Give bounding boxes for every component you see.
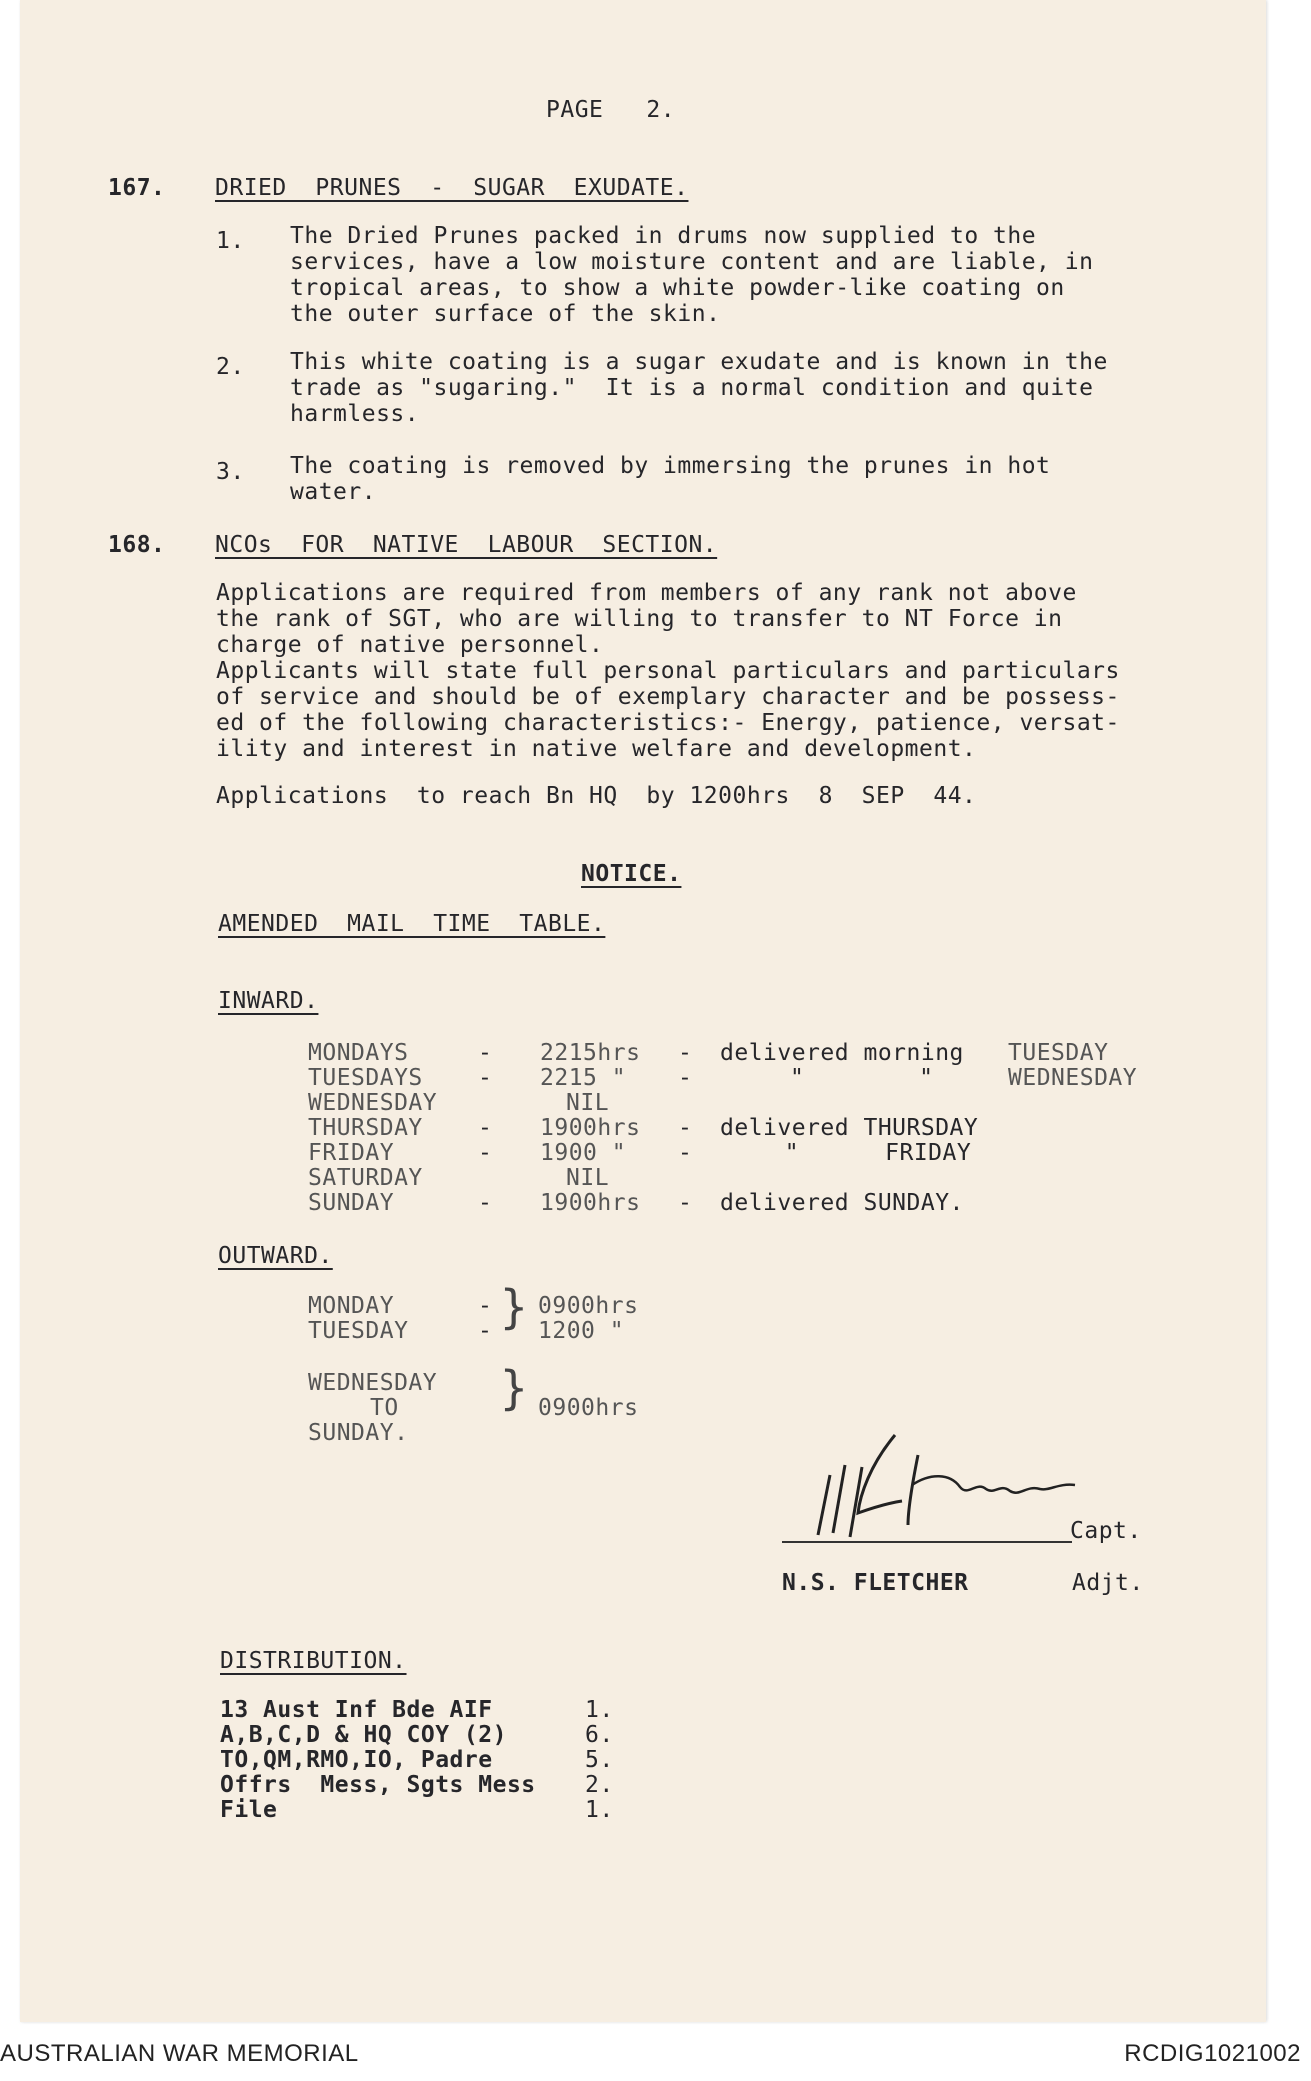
- inward-day: SATURDAY: [308, 1165, 423, 1191]
- text-line: The Dried Prunes packed in drums now supplied to the: [290, 223, 1037, 249]
- text-line: tropical areas, to show a white powder-like coating on: [290, 275, 1065, 301]
- outward-range-time: 0900hrs: [538, 1395, 639, 1421]
- text-line: the outer surface of the skin.: [290, 301, 721, 327]
- inward-dash: -: [478, 1040, 493, 1066]
- item-167-para-1-num: 1.: [216, 228, 245, 254]
- inward-dash: -: [478, 1115, 493, 1141]
- distribution-copies: 1.: [585, 1697, 614, 1723]
- inward-dash: -: [678, 1115, 693, 1141]
- item-167-title: DRIED PRUNES - SUGAR EXUDATE.: [215, 175, 689, 201]
- text-line: charge of native personnel.: [216, 632, 604, 658]
- distribution-title: DISTRIBUTION.: [220, 1648, 407, 1674]
- inward-time: NIL: [566, 1165, 610, 1191]
- distribution-copies: 5.: [585, 1747, 614, 1773]
- inward-day: FRIDAY: [308, 1140, 395, 1166]
- item-168-body: [216, 580, 1120, 762]
- text-line: services, have a low moisture content and are liable, in: [290, 249, 1094, 275]
- outward-label: OUTWARD.: [218, 1243, 333, 1269]
- text-line: water.: [290, 479, 377, 505]
- distribution-recipient: File: [220, 1797, 278, 1823]
- text-line: Applications are required from members of any rank not above: [216, 580, 1077, 606]
- distribution-copies: 1.: [585, 1797, 614, 1823]
- inward-note-day: WEDNESDAY: [1008, 1065, 1138, 1091]
- outward-day: TUESDAY: [308, 1318, 409, 1344]
- inward-time: 2215hrs: [540, 1040, 641, 1066]
- inward-time: 2215 ": [540, 1065, 627, 1091]
- inward-dash: -: [478, 1140, 493, 1166]
- outward-dash: -: [478, 1318, 493, 1344]
- text-line: The coating is removed by immersing the prunes in hot: [290, 453, 1051, 479]
- distribution-recipient: 13 Aust Inf Bde AIF: [220, 1697, 493, 1723]
- item-168-title: NCOs FOR NATIVE LABOUR SECTION.: [215, 532, 718, 558]
- inward-time: 1900 ": [540, 1140, 627, 1166]
- inward-note: delivered SUNDAY.: [720, 1190, 964, 1216]
- inward-dash: -: [478, 1190, 493, 1216]
- inward-day: MONDAYS: [308, 1040, 409, 1066]
- item-167-number: 167.: [108, 175, 166, 201]
- outward-range-to: SUNDAY.: [308, 1420, 409, 1446]
- text-line: This white coating is a sugar exudate and is known in the: [290, 349, 1108, 375]
- inward-day: TUESDAYS: [308, 1065, 423, 1091]
- signature-line: [782, 1541, 1072, 1543]
- inward-note: delivered morning: [720, 1040, 964, 1066]
- outward-dash: -: [478, 1293, 493, 1319]
- outward-day: MONDAY: [308, 1293, 395, 1319]
- inward-dash: -: [678, 1065, 693, 1091]
- page-number: PAGE 2.: [546, 97, 676, 123]
- inward-time: 1900hrs: [540, 1190, 641, 1216]
- inward-dash: -: [678, 1040, 693, 1066]
- outward-time: 0900hrs: [538, 1293, 639, 1319]
- signatory-name: N.S. FLETCHER: [782, 1570, 969, 1596]
- signature-rank: Capt.: [1070, 1518, 1142, 1544]
- inward-day: THURSDAY: [308, 1115, 423, 1141]
- distribution-recipient: TO,QM,RMO,IO, Padre: [220, 1747, 493, 1773]
- outward-time: 1200 ": [538, 1318, 625, 1344]
- distribution-copies: 6.: [585, 1722, 614, 1748]
- inward-dash: -: [678, 1190, 693, 1216]
- outward-range-to-word: TO: [370, 1395, 399, 1421]
- inward-day: SUNDAY: [308, 1190, 395, 1216]
- item-167-para-1: [290, 223, 1093, 327]
- inward-label: INWARD.: [218, 988, 319, 1014]
- signatory-role: Adjt.: [1072, 1570, 1144, 1596]
- inward-dash: -: [678, 1140, 693, 1166]
- text-line: Applicants will state full personal particulars and particulars: [216, 658, 1120, 684]
- outward-range-brace: }: [500, 1361, 528, 1415]
- distribution-recipient: A,B,C,D & HQ COY (2): [220, 1722, 507, 1748]
- distribution-recipient: Offrs Mess, Sgts Mess: [220, 1772, 536, 1798]
- text-line: harmless.: [290, 401, 420, 427]
- text-line: of service and should be of exemplary character and be possess-: [216, 684, 1120, 710]
- inward-day: WEDNESDAY: [308, 1090, 438, 1116]
- inward-note: " ": [790, 1065, 934, 1091]
- inward-note: " FRIDAY: [756, 1140, 972, 1166]
- item-168-number: 168.: [108, 532, 166, 558]
- archive-id: RCDIG1021002: [1124, 2040, 1301, 2067]
- outward-range-from: WEDNESDAY: [308, 1370, 438, 1396]
- item-167-para-3: [290, 453, 1050, 505]
- item-167-para-3-num: 3.: [216, 459, 245, 485]
- notice-title: NOTICE.: [581, 861, 682, 887]
- mail-table-title: AMENDED MAIL TIME TABLE.: [218, 911, 606, 937]
- text-line: ility and interest in native welfare and development.: [216, 736, 977, 762]
- item-167-para-2-num: 2.: [216, 354, 245, 380]
- text-line: trade as "sugaring." It is a normal condition and quite: [290, 375, 1094, 401]
- inward-time: 1900hrs: [540, 1115, 641, 1141]
- outward-brace: }: [500, 1280, 528, 1334]
- archive-credit: AUSTRALIAN WAR MEMORIAL: [0, 2040, 359, 2067]
- inward-dash: -: [478, 1065, 493, 1091]
- item-167-para-2: [290, 349, 1108, 427]
- text-line: ed of the following characteristics:- Energy, patience, versat-: [216, 710, 1120, 736]
- text-line: the rank of SGT, who are willing to transfer to NT Force in: [216, 606, 1063, 632]
- item-168-deadline: Applications to reach Bn HQ by 1200hrs 8 SEP 44.: [216, 783, 977, 809]
- handwritten-signature: [800, 1425, 1090, 1545]
- inward-note: delivered THURSDAY: [720, 1115, 979, 1141]
- inward-time: NIL: [566, 1090, 610, 1116]
- inward-note-day: TUESDAY: [1008, 1040, 1109, 1066]
- distribution-copies: 2.: [585, 1772, 614, 1798]
